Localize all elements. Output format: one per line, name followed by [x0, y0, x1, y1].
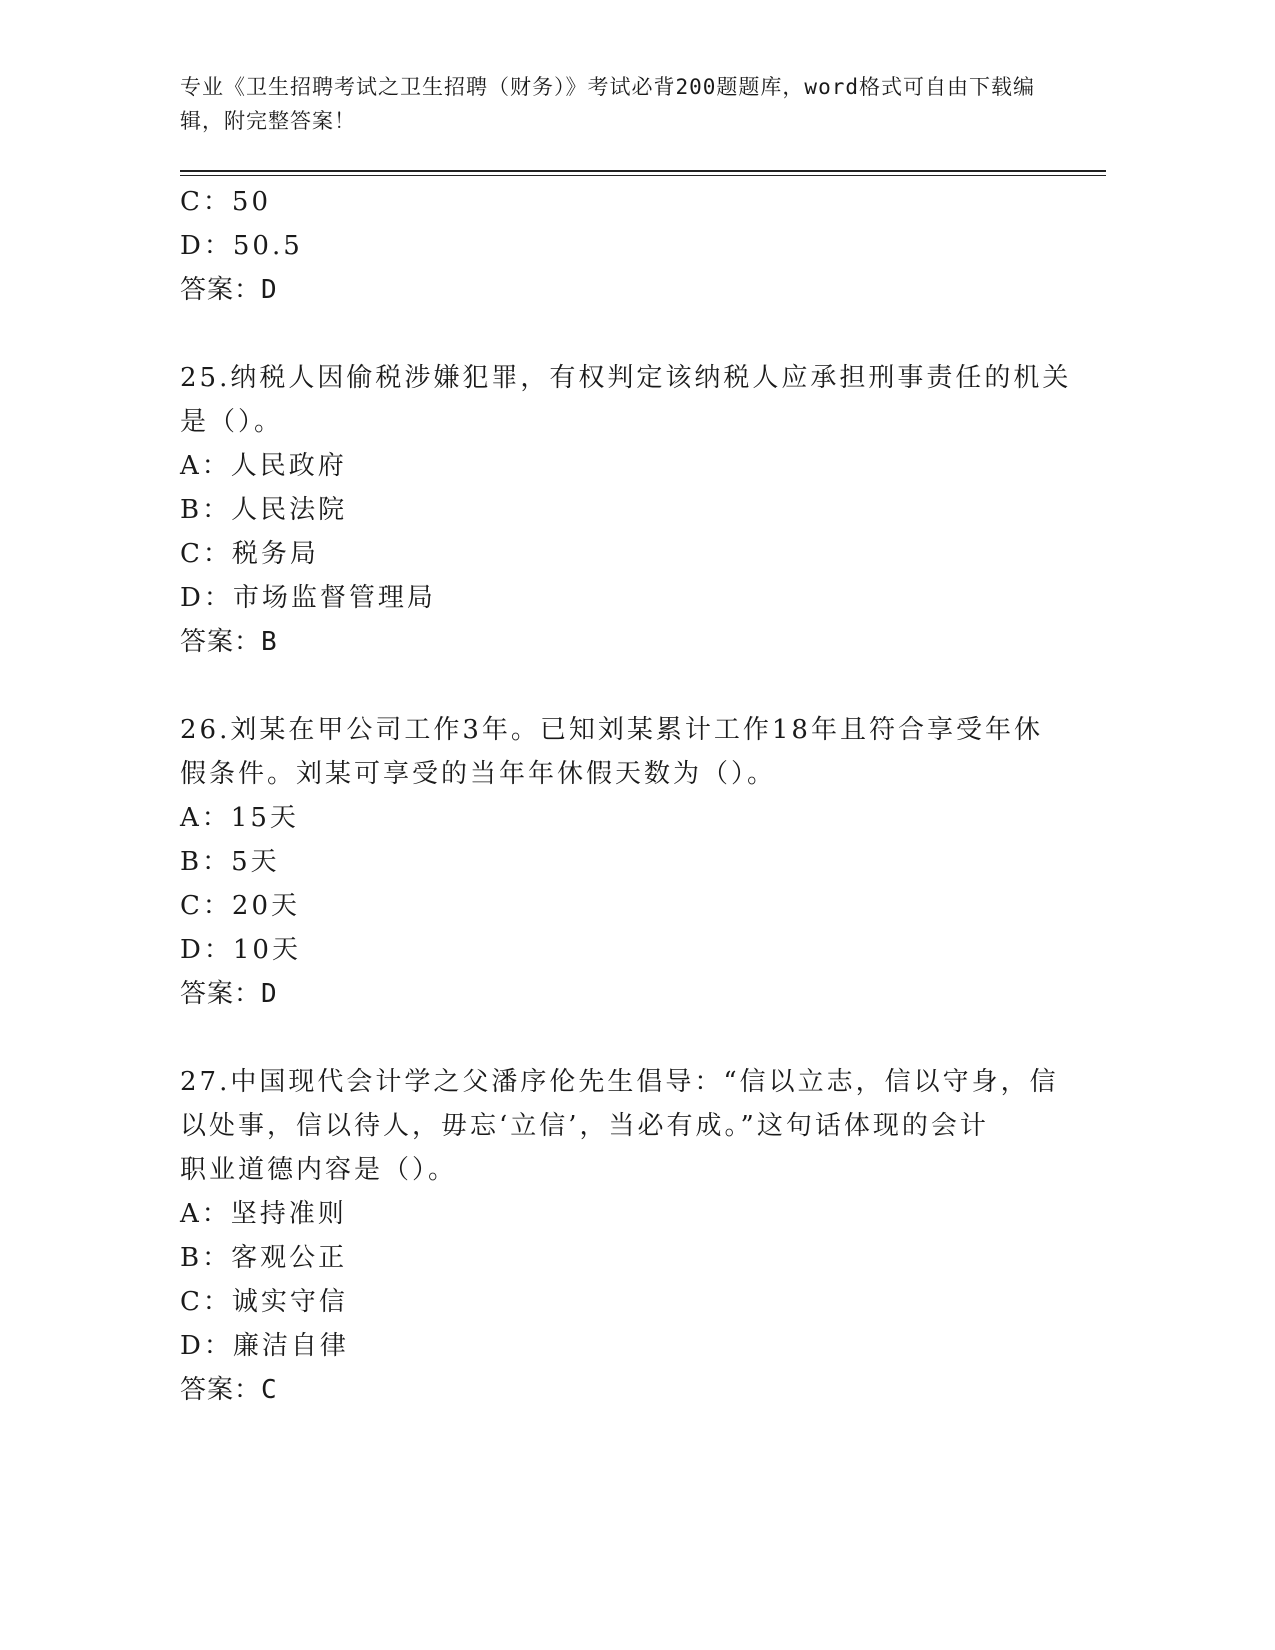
question-text-line: 假条件。刘某可享受的当年年休假天数为（）。 — [180, 759, 777, 789]
question-27 — [180, 1060, 1059, 1412]
option-d: D：市场监督管理局 — [180, 583, 436, 613]
header-text: 专业《卫生招聘考试之卫生招聘（财务）》考试必背200题题库，word格式可自由下载编辑，附完整答案！ — [180, 75, 1035, 133]
answer-line: 答案：D — [180, 979, 278, 1009]
question-text-line: 25.纳税人因偷税涉嫌犯罪，有权判定该纳税人应承担刑事责任的机关 — [180, 363, 1072, 393]
option-c: C：税务局 — [180, 539, 319, 569]
option-d: D：10天 — [180, 935, 301, 965]
previous-question-fragment — [180, 180, 1040, 312]
option-b: B：5天 — [180, 847, 280, 877]
question-26 — [180, 708, 1043, 1016]
question-list — [180, 180, 1072, 1412]
question-text-line: 是（）。 — [180, 407, 284, 437]
header-divider-thick — [180, 170, 1106, 172]
option-b: B：人民法院 — [180, 495, 348, 525]
option-c: C：20天 — [180, 891, 300, 921]
option-d: D：廉洁自律 — [180, 1331, 349, 1361]
answer-line: 答案：D — [180, 275, 278, 305]
question-text-line: 27.中国现代会计学之父潘序伦先生倡导：“信以立志，信以守身，信 — [180, 1067, 1059, 1097]
question-text-line: 职业道德内容是（）。 — [180, 1155, 458, 1185]
header-divider-thin — [180, 175, 1106, 176]
question-text-line: 以处事，信以待人，毋忘‘立信’，当必有成。”这句话体现的会计 — [180, 1111, 989, 1141]
option-d: D：50.5 — [180, 231, 303, 261]
option-b: B：客观公正 — [180, 1243, 348, 1273]
question-text-line: 26.刘某在甲公司工作3年。已知刘某累计工作18年且符合享受年休 — [180, 715, 1043, 745]
option-a: A：15天 — [180, 803, 299, 833]
option-a: A：人民政府 — [180, 451, 347, 481]
option-c: C：诚实守信 — [180, 1287, 348, 1317]
answer-line: 答案：B — [180, 627, 278, 657]
option-a: A：坚持准则 — [180, 1199, 347, 1229]
question-25 — [180, 356, 1072, 664]
document-header — [180, 70, 1040, 138]
answer-line: 答案：C — [180, 1375, 278, 1405]
option-c: C：50 — [180, 187, 271, 217]
